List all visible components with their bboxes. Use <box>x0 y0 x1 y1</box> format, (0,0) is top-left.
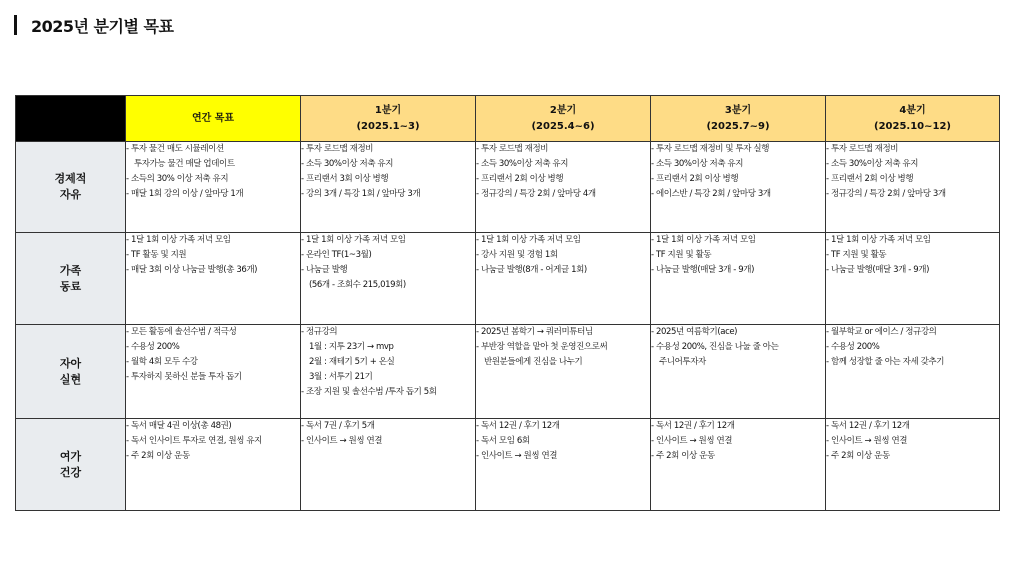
quarter-goal-cell-q1 <box>301 142 476 233</box>
quarter-goal-cell-q1 <box>301 325 476 419</box>
quarter-goal-cell-q2 <box>476 325 651 419</box>
goal-item: - 나눔글 발행(매달 3개 - 9개) <box>826 265 929 275</box>
quarter-goal-cell-q2 <box>476 233 651 325</box>
goal-list <box>651 233 825 278</box>
goal-item: - 소득 30%이상 저축 유지 <box>651 159 744 169</box>
quarter-name: 4분기 <box>899 104 926 116</box>
quarter-header-q3 <box>651 96 826 142</box>
goal-item: - 모든 활동에 솔선수범 / 적극성 <box>126 327 237 337</box>
header-row <box>16 96 1000 142</box>
goal-list <box>476 233 650 278</box>
quarter-goal-cell-q4 <box>826 419 1000 511</box>
annual-goal-header: 연간 목표 <box>126 96 301 142</box>
goal-list <box>826 233 999 278</box>
goal-item: - 부반장 역할을 맡아 첫 운영진으로써 <box>476 342 608 352</box>
goal-row-family-colleagues <box>16 233 1000 325</box>
goal-item: - 소득 30%이상 저축 유지 <box>826 159 919 169</box>
page-title: 2025년 분기별 목표 <box>31 16 174 36</box>
quarter-goal-cell-q4 <box>826 142 1000 233</box>
goal-item: - 수용성 200% <box>126 342 180 352</box>
goal-list <box>651 142 825 202</box>
quarter-period: (2025.7~9) <box>706 120 770 132</box>
quarter-goal-cell-q4 <box>826 233 1000 325</box>
goal-item: - 주 2회 이상 운동 <box>651 451 715 461</box>
quarter-goal-cell-q3 <box>651 142 826 233</box>
row-label-line: 가족 <box>59 263 82 277</box>
goal-item: - 독서 12권 / 후기 12개 <box>651 421 735 431</box>
goal-list <box>826 142 999 202</box>
goal-item: - 에이스반 / 특강 2회 / 앞마당 3개 <box>651 189 771 199</box>
goal-list <box>651 325 825 370</box>
goal-item: (56개 - 조회수 215,019회) <box>309 280 406 290</box>
row-label-family-colleagues <box>16 233 126 325</box>
quarter-goal-cell-q3 <box>651 325 826 419</box>
quarter-period: (2025.4~6) <box>531 120 595 132</box>
annual-goal-cell <box>126 419 301 511</box>
quarter-period: (2025.1~3) <box>356 120 420 132</box>
row-label-line: 자아 <box>59 356 82 370</box>
row-label-line: 경제적 <box>54 172 87 185</box>
goal-item: - 투자 로드맵 재정비 <box>476 144 549 154</box>
goal-list <box>126 419 300 464</box>
goal-item: - 1달 1회 이상 가족 저녁 모임 <box>126 235 231 245</box>
goal-item: - 2025년 여름학기(ace) <box>651 327 738 337</box>
goal-item: - 투자 로드맵 재정비 <box>826 144 899 154</box>
quarter-period: (2025.10~12) <box>874 120 951 132</box>
quarter-goal-cell-q2 <box>476 419 651 511</box>
goal-item: - 나눔글 발행(매달 3개 - 9개) <box>651 265 754 275</box>
goal-item: - 독서 모임 6회 <box>476 436 530 446</box>
goal-item: - 독서 12권 / 후기 12개 <box>476 421 560 431</box>
quarter-name: 1분기 <box>374 104 402 116</box>
goal-item: - 강의 3개 / 특강 1회 / 앞마당 3개 <box>301 189 421 199</box>
goal-item: - 인사이트 → 원씽 연결 <box>826 436 908 446</box>
goal-item: - 2025년 봄학기 → 쿼러미튜터님 <box>476 327 593 337</box>
quarter-header-q1 <box>301 96 476 142</box>
title-accent-bar <box>14 15 17 35</box>
goal-item: 1월 : 지투 23기 → mvp <box>309 342 394 352</box>
goal-list <box>476 142 650 202</box>
goal-item: - 나눔글 발행(8개 - 어게글 1회) <box>476 265 587 275</box>
goal-item: - 1달 1회 이상 가족 저녁 모임 <box>826 235 931 245</box>
corner-cell <box>16 96 126 142</box>
goal-list <box>126 142 300 202</box>
quarter-header-q2 <box>476 96 651 142</box>
goal-item: 투자가능 물건 매달 업데이트 <box>134 159 235 169</box>
goal-list <box>126 325 300 385</box>
goal-item: 반원분들에게 진심을 나누기 <box>484 357 583 367</box>
goal-list <box>651 419 825 464</box>
goal-item: - 독서 인사이트 투자로 연결, 원씽 유지 <box>126 436 262 446</box>
goal-list <box>301 419 475 449</box>
goal-list <box>826 325 999 370</box>
row-label-line: 자유 <box>59 188 82 201</box>
goal-list <box>476 325 650 370</box>
goal-item: - 매달 1회 강의 이상 / 앞마당 1개 <box>126 189 244 199</box>
quarter-goal-cell-q3 <box>651 419 826 511</box>
quarter-goal-cell-q3 <box>651 233 826 325</box>
goal-item: - 수용성 200% <box>826 342 880 352</box>
row-label-line: 건강 <box>59 465 82 479</box>
goal-item: - TF 지원 및 활동 <box>651 250 712 260</box>
goal-item: - 인사이트 → 원씽 연결 <box>651 436 733 446</box>
annual-goal-cell <box>126 142 301 233</box>
quarter-header-q4 <box>826 96 1000 142</box>
goal-item: - 강사 지원 및 경험 1회 <box>476 250 558 260</box>
goal-item: - 독서 12권 / 후기 12개 <box>826 421 910 431</box>
goal-item: - 정규강의 <box>301 327 338 337</box>
quarter-goal-cell-q4 <box>826 325 1000 419</box>
goal-list <box>826 419 999 464</box>
goal-row-self-realization <box>16 325 1000 419</box>
goal-item: - 나눔글 발행 <box>301 265 348 275</box>
quarter-goal-cell-q2 <box>476 142 651 233</box>
goal-item: - 소득 30%이상 저축 유지 <box>301 159 394 169</box>
goal-item: - 투자 로드맵 재정비 및 투자 실행 <box>651 144 770 154</box>
goal-item: - 매달 3회 이상 나눔글 발행(총 36개) <box>126 265 258 275</box>
row-label-line: 실현 <box>59 372 82 386</box>
row-label-leisure-health <box>16 419 126 511</box>
goal-item: - 정규강의 / 특강 2회 / 앞마당 4개 <box>476 189 596 199</box>
goal-item: - 프리랜서 3회 이상 병행 <box>301 174 389 184</box>
goal-item: 2월 : 재테기 5기 + 온실 <box>309 357 395 367</box>
goal-item: - 월학 4회 모두 수강 <box>126 357 198 367</box>
goal-item: - TF 지원 및 활동 <box>826 250 887 260</box>
goal-list <box>126 233 300 278</box>
goal-item: - 조장 지원 및 솔선수범 /투자 돕기 5회 <box>301 387 437 397</box>
goal-item: - 주 2회 이상 운동 <box>126 451 190 461</box>
goal-item: - 수용성 200%, 진심을 나눌 줄 아는 <box>651 342 779 352</box>
annual-goal-cell <box>126 325 301 419</box>
goal-item: - 인사이트 → 원씽 연결 <box>476 451 558 461</box>
goal-item: - 주 2회 이상 운동 <box>826 451 890 461</box>
goal-item: - TF 활동 및 지원 <box>126 250 187 260</box>
goal-item: - 프리랜서 2회 이상 병행 <box>651 174 739 184</box>
quarter-goal-cell-q1 <box>301 233 476 325</box>
goal-item: - 투자 로드맵 재정비 <box>301 144 374 154</box>
annual-goal-cell <box>126 233 301 325</box>
quarter-goal-cell-q1 <box>301 419 476 511</box>
row-label-line: 동료 <box>59 279 82 293</box>
goal-item: - 1달 1회 이상 가족 저녁 모임 <box>651 235 756 245</box>
goal-item: - 투자 물건 매도 시뮬레이션 <box>126 144 224 154</box>
goal-item: - 월부학교 or 에이스 / 정규강의 <box>826 327 937 337</box>
goal-list <box>301 233 475 293</box>
goal-item: - 프리랜서 2회 이상 병행 <box>476 174 564 184</box>
goal-item: - 소득의 30% 이상 저축 유지 <box>126 174 229 184</box>
goal-row-economic-freedom <box>16 142 1000 233</box>
quarter-name: 3분기 <box>724 104 752 116</box>
goal-item: - 온라인 TF(1~3월) <box>301 250 372 260</box>
row-label-economic-freedom <box>16 142 126 233</box>
goal-item: - 독서 7권 / 후기 5개 <box>301 421 375 431</box>
goal-item: 주니어투자자 <box>659 357 706 367</box>
row-label-self-realization <box>16 325 126 419</box>
goal-list <box>476 419 650 464</box>
goal-item: - 1달 1회 이상 가족 저녁 모임 <box>301 235 406 245</box>
goal-item: 3월 : 서투기 21기 <box>309 372 373 382</box>
goal-item: - 정규강의 / 특강 2회 / 앞마당 3개 <box>826 189 946 199</box>
goal-item: - 독서 매달 4권 이상(총 48권) <box>126 421 232 431</box>
goal-item: - 투자하지 못하신 분들 투자 돕기 <box>126 372 242 382</box>
quarter-name: 2분기 <box>549 104 577 116</box>
goal-list <box>301 142 475 202</box>
row-label-line: 여가 <box>59 449 82 463</box>
goal-item: - 인사이트 → 원씽 연결 <box>301 436 383 446</box>
page-header <box>14 14 173 36</box>
goal-item: - 소득 30%이상 저축 유지 <box>476 159 569 169</box>
goal-item: - 함께 성장할 줄 아는 자세 갖추기 <box>826 357 945 367</box>
goal-item: - 프리랜서 2회 이상 병행 <box>826 174 914 184</box>
goal-item: - 1달 1회 이상 가족 저녁 모임 <box>476 235 581 245</box>
goals-table <box>15 95 1000 511</box>
goal-list <box>301 325 475 400</box>
goal-row-leisure-health <box>16 419 1000 511</box>
